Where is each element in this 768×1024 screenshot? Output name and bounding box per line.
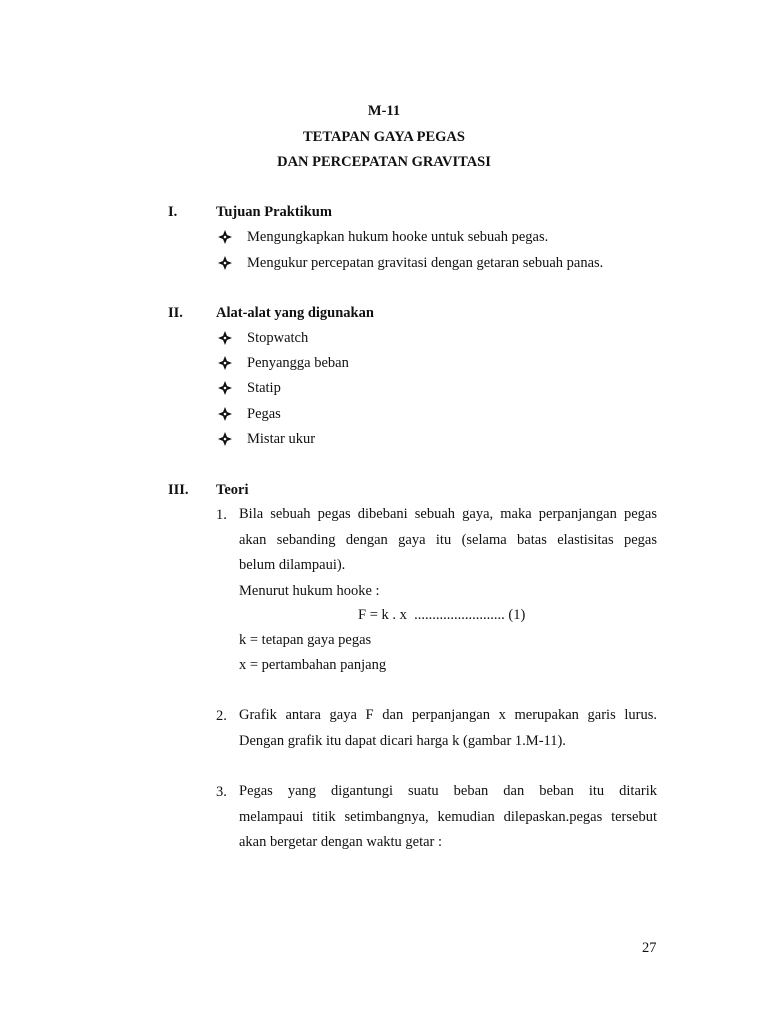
diamond-bullet-icon xyxy=(218,356,234,372)
section-2-numeral: II. xyxy=(168,305,183,321)
diamond-bullet-icon xyxy=(218,256,234,272)
paragraph-line: Grafik antara gaya F dan perpanjangan x merupakan garis lurus. xyxy=(239,707,657,723)
diamond-bullet-icon xyxy=(218,407,234,423)
diamond-bullet-icon xyxy=(218,331,234,347)
paragraph-line: belum dilampaui). xyxy=(239,557,346,573)
diamond-bullet-icon xyxy=(218,432,234,448)
document-title-line-2: DAN PERCEPATAN GRAVITASI xyxy=(277,154,491,170)
definition-x: x = pertambahan panjang xyxy=(239,657,387,673)
paragraph-1 xyxy=(239,502,657,604)
paragraph-line: akan sebanding dengan gaya itu (selama batas elastisitas pegas xyxy=(239,531,657,548)
list-item: Mengungkapkan hukum hooke untuk sebuah pegas. xyxy=(247,229,549,245)
diamond-bullet-icon xyxy=(218,381,234,397)
list-item: Mengukur percepatan gravitasi dengan getaran sebuah panas. xyxy=(247,255,604,271)
list-item: Stopwatch xyxy=(247,330,309,346)
list-item: Statip xyxy=(247,380,281,396)
section-1-heading: Tujuan Praktikum xyxy=(216,204,332,220)
diamond-bullet-icon xyxy=(218,230,234,246)
paragraph-line: melampaui titik setimbangnya, kemudian dilepaskan.pegas tersebut xyxy=(239,808,657,825)
paragraph-line: Pegas yang digantungi suatu beban dan beban itu ditarik xyxy=(239,783,657,799)
paragraph-line: Dengan grafik itu dapat dicari harga k (gambar 1.M-11). xyxy=(239,732,566,749)
section-1-numeral: I. xyxy=(168,204,178,220)
list-item: Pegas xyxy=(247,406,281,422)
paragraph-2 xyxy=(239,703,657,754)
hooke-formula: F = k . x ......................... (1) xyxy=(358,607,526,623)
definition-k: k = tetapan gaya pegas xyxy=(239,632,372,648)
document-code: M-11 xyxy=(367,103,401,119)
paragraph-3 xyxy=(239,779,657,856)
section-2-heading: Alat-alat yang digunakan xyxy=(216,305,374,321)
list-item: Mistar ukur xyxy=(247,431,316,447)
paragraph-2-number: 2. xyxy=(216,708,227,724)
page-number: 27 xyxy=(642,940,657,956)
paragraph-1-number: 1. xyxy=(216,507,227,523)
paragraph-line: Menurut hukum hooke : xyxy=(239,582,380,599)
section-3-numeral: III. xyxy=(168,482,189,498)
section-3-heading: Teori xyxy=(216,482,249,498)
paragraph-3-number: 3. xyxy=(216,784,227,800)
document-title-line-1: TETAPAN GAYA PEGAS xyxy=(303,129,465,145)
list-item: Penyangga beban xyxy=(247,355,349,371)
paragraph-line: Bila sebuah pegas dibebani sebuah gaya, maka perpanjangan pegas xyxy=(239,506,657,522)
paragraph-line: akan bergetar dengan waktu getar : xyxy=(239,834,443,850)
